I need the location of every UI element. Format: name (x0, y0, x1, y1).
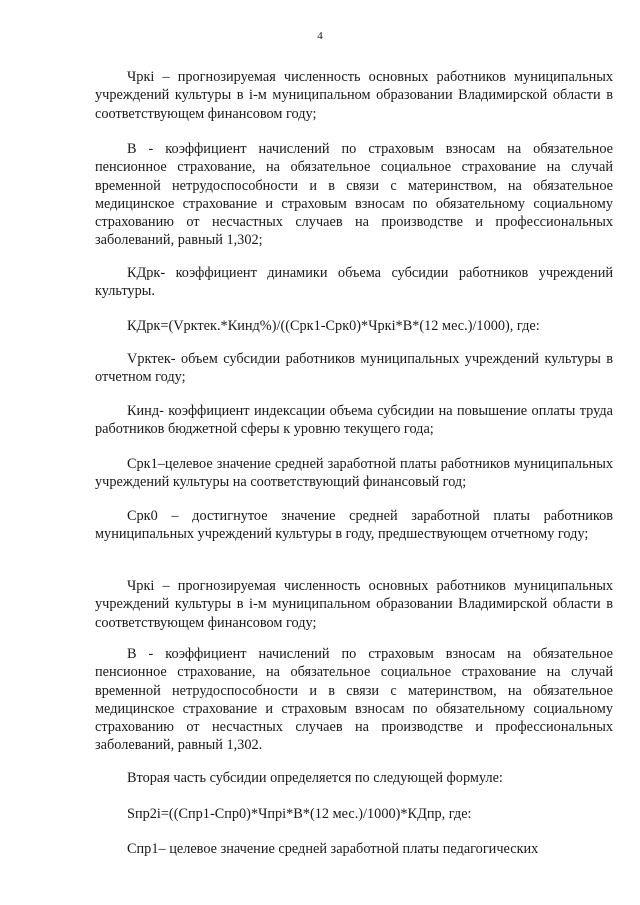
paragraph-spr1-definition: Спр1– целевое значение средней заработной платы педагогических (127, 841, 539, 857)
paragraph-chrki-definition-repeat: Чркі – прогнозируемая численность основных работников муниципальных учреждений культуры в і-м муниципальном образовании Владимирской области в соответствующем финансовом году; (95, 578, 613, 631)
paragraph-kind-definition: Кинд- коэффициент индексации объема субсидии на повышение оплаты труда работников бюджетной сферы к уровню текущего года; (95, 403, 613, 438)
paragraph-kdrk-definition: КДрк- коэффициент динамики объема субсидии работников учреждений культуры. (95, 265, 613, 300)
paragraph-v-coefficient-repeat: В - коэффициент начислений по страховым взносам на обязательное пенсионное страхование, на обязательное социальное страхование на случай временной нетрудоспособности и в связи с материнством, на обязательное медицинское страхование и страховым взносам по обязательному социальному страхованию от несчастных случаев на производстве и профессиональных заболеваний, равный 1,302. (95, 646, 613, 754)
paragraph-vrktek-definition: Vрктек- объем субсидии работников муниципальных учреждений культуры в отчетном году; (95, 351, 613, 386)
paragraph-v-coefficient: В - коэффициент начислений по страховым взносам на обязательное пенсионное страхование, на обязательное социальное страхование на случай временной нетрудоспособности и в связи с материнством, на обязательное медицинское страхование и страховым взносам по обязательному социальному страхованию от несчастных случаев на производстве и профессиональных заболеваний, равный 1,302; (95, 141, 613, 249)
paragraph-srk0-definition: Срк0 – достигнутое значение средней заработной платы работников муниципальных учреждений культуры в году, предшествующем отчетному году; (95, 508, 613, 543)
paragraph-srk1-definition: Срк1–целевое значение средней заработной платы работников муниципальных учреждений культуры на соответствующий финансовый год; (95, 456, 613, 491)
paragraph-chrki-definition: Чркі – прогнозируемая численность основных работников муниципальных учреждений культуры в і-м муниципальном образовании Владимирской области в соответствующем финансовом году; (95, 69, 613, 122)
paragraph-second-part-intro: Вторая часть субсидии определяется по следующей формуле: (127, 770, 503, 786)
paragraph-snp2i-formula: Sпр2і=((Спр1-Спр0)*Чпрі*В*(12 мес.)/1000)*КДпр, где: (127, 806, 472, 822)
paragraph-kdrk-formula: КДрк=(Vрктек.*Кинд%)/((Срк1-Срк0)*Чркі*В*(12 мес.)/1000), где: (127, 318, 540, 334)
page-number: 4 (317, 30, 323, 42)
